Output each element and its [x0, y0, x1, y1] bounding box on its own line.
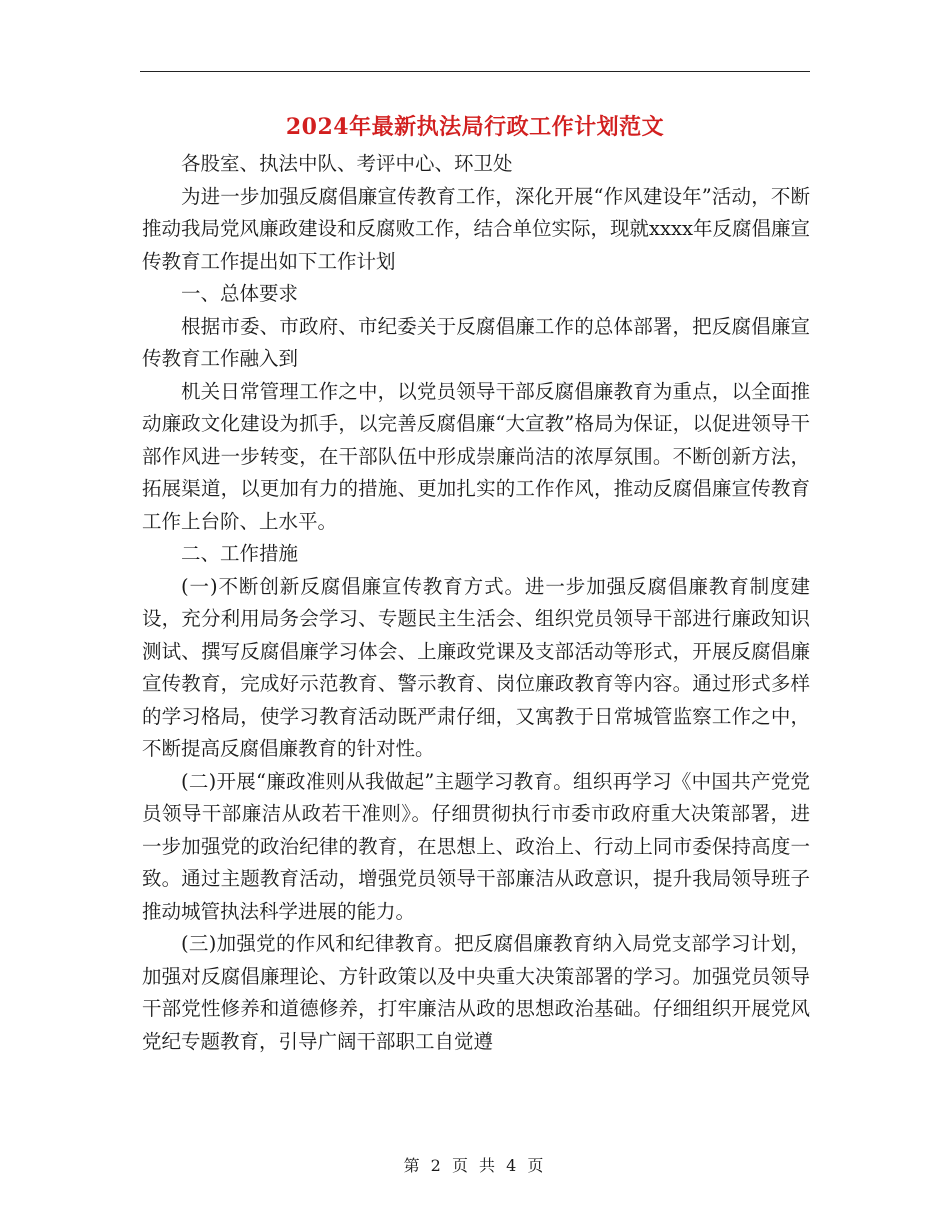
paragraph-general-2: 机关日常管理工作之中，以党员领导干部反腐倡廉教育为重点，以全面推动廉政文化建设为抓手，以完善反腐倡廉“大宣教”格局为保证，以促进领导干部作风进一步转变，在干部队伍中形成崇廉尚洁的浓厚氛围。不断创新方法，拓展渠道，以更加有力的措施、更加扎实的工作作风，推动反腐倡廉宣传教育工作上台阶、上水平。 — [142, 379, 810, 533]
paragraph-measure-2: (二)开展“廉政准则从我做起”主题学习教育。组织再学习《中国共产党党员领导干部廉洁从政若干准则》。仔细贯彻执行市委市政府重大决策部署，进一步加强党的政治纪律的教育，在思想上、政治上、行动上同市委保持高度一致。通过主题教育活动，增强党员领导干部廉洁从政意识，提升我局领导班子推动城管执法科学进展的能力。 — [142, 769, 810, 923]
paragraph-measure-1: (一)不断创新反腐倡廉宣传教育方式。进一步加强反腐倡廉教育制度建设，充分利用局务会学习、专题民主生活会、组织党员领导干部进行廉政知识测试、撰写反腐倡廉学习体会、上廉政党课及支部活动等形式，开展反腐倡廉宣传教育，完成好示范教育、警示教育、岗位廉政教育等内容。通过形式多样的学习格局，使学习教育活动既严肃仔细，又寓教于日常城管监察工作之中，不断提高反腐倡廉教育的针对性。 — [142, 574, 810, 760]
paragraph-measure-3: (三)加强党的作风和纪律教育。把反腐倡廉教育纳入局党支部学习计划，加强对反腐倡廉理论、方针政策以及中央重大决策部署的学习。加强党员领导干部党性修养和道德修养，打牢廉洁从政的思想政治基础。仔细组织开展党风党纪专题教育，引导广阔干部职工自觉遵 — [142, 932, 810, 1053]
section-heading-measures: 二、工作措施 — [181, 542, 299, 565]
paragraph-intro: 为进一步加强反腐倡廉宣传教育工作，深化开展“作风建设年”活动，不断推动我局党风廉政建设和反腐败工作，结合单位实际，现就xxxx年反腐倡廉宣传教育工作提出如下工作计划 — [142, 184, 810, 273]
document-title: 2024年最新执法局行政工作计划范文 — [285, 114, 665, 140]
paragraph-recipients: 各股室、执法中队、考评中心、环卫处 — [181, 152, 513, 175]
header-rule — [140, 71, 810, 72]
page-footer: 第 2 页 共 4 页 — [403, 1156, 547, 1175]
paragraph-general-1: 根据市委、市政府、市纪委关于反腐倡廉工作的总体部署，把反腐倡廉宣传教育工作融入到 — [142, 314, 810, 370]
section-heading-general: 一、总体要求 — [181, 282, 299, 305]
document-body — [142, 148, 810, 1058]
